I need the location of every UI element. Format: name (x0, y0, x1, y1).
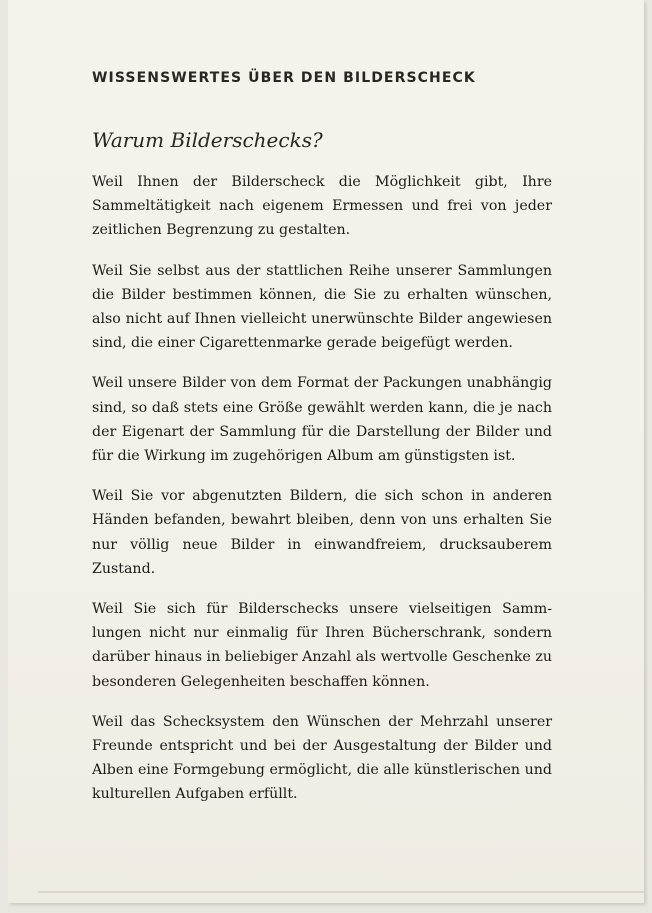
page-heading: WISSENSWERTES ÜBER DEN BILDERSCHECK (92, 70, 476, 86)
body-text (92, 170, 552, 823)
page-edge (38, 891, 644, 893)
paragraph: Weil Sie selbst aus der stattlichen Reihe unserer Sammlungen die Bilder bestimmen können, die Sie zu erhalten wünschen, also nicht auf Ihnen vielleicht unerwünschte Bilder angewiesen sind, die einer Cigarettenmarke gerade beigefügt werden. (92, 262, 552, 352)
document-page (8, 0, 644, 903)
section-subtitle: Warum Bilderschecks? (92, 128, 323, 152)
paragraph: Weil das Schecksystem den Wünschen der Mehrzahl unserer Freunde entspricht und bei der Ausgestaltung der Bilder und Alben eine Formgebung ermöglicht, die alle künstlerischen und kulturellen Aufgaben erfüllt. (92, 713, 552, 803)
paragraph: Weil Sie sich für Bilderschecks unsere vielseitigen Sammlungen nicht nur einmalig für Ihren Bücherschrank, sondern darüber hinaus in beliebiger Anzahl als wertvolle Geschenke zu besonderen Gelegenheiten beschaffen können. (92, 601, 552, 690)
paragraph: Weil Sie vor abgenutzten Bildern, die sich schon in anderen Händen befanden, bewahrt bleiben, denn von uns erhalten Sie nur völlig neue Bilder in einwandfreiem, drucksauberem Zustand. (92, 488, 552, 577)
paragraph: Weil Ihnen der Bilderscheck die Möglichkeit gibt, Ihre Sammeltätigkeit nach eigenem Ermessen und frei von jeder zeitlichen Begrenzung zu gestalten. (92, 174, 552, 239)
paragraph: Weil unsere Bilder von dem Format der Packungen unabhängig sind, so daß stets eine Größe gewählt werden kann, die je nach der Eigenart der Sammlung für die Darstellung der Bilder und für die Wirkung im zugehörigen Album am günstigsten ist. (92, 375, 552, 465)
